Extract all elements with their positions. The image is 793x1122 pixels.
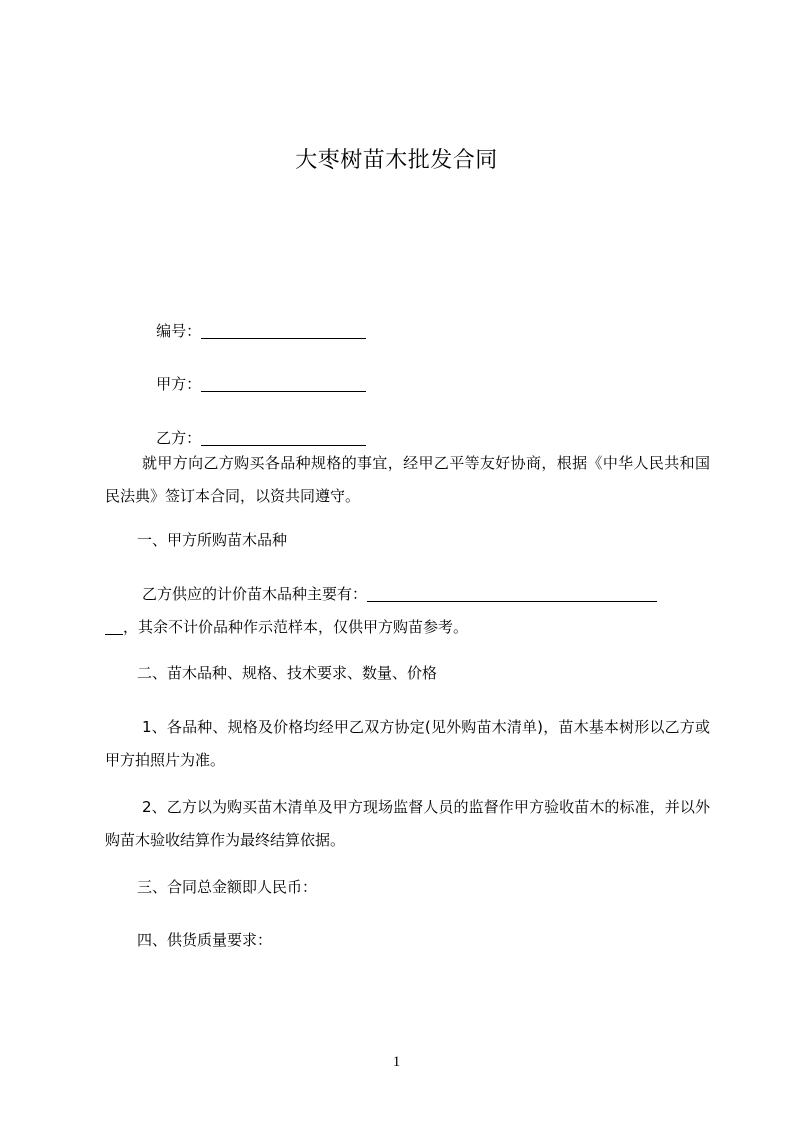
field-party-b-blank[interactable] <box>201 425 366 446</box>
section1-blank[interactable] <box>367 581 657 602</box>
document-title: 大枣树苗木批发合同 <box>295 148 498 173</box>
field-number-blank[interactable] <box>201 318 366 339</box>
section2-item2: 2、乙方以为购买苗木清单及甲方现场监督人员的监督作甲方验收苗木的标准，并以外购苗木验收结算作为最终结算依据。 <box>105 798 710 849</box>
section2-heading: 二、苗木品种、规格、技术要求、数量、价格 <box>137 664 438 682</box>
section4-heading: 四、供货质量要求： <box>137 931 273 949</box>
page-number: 1 <box>392 1054 401 1070</box>
section1-text-b: ，其余不计价品种作示范样本，仅供甲方购苗参考。 <box>123 618 469 636</box>
field-party-b-label: 乙方： <box>156 429 202 447</box>
section1-paragraph <box>105 578 710 644</box>
section3-heading: 三、合同总金额即人民币： <box>137 878 318 896</box>
intro-paragraph: 就甲方向乙方购买各品种规格的事宜，经甲乙平等友好协商，根据《中华人民共和国民法典》签订本合同，以资共同遵守。 <box>105 454 710 505</box>
section1-text-a: 乙方供应的计价苗木品种主要有： <box>142 585 368 603</box>
section2-item1: 1、各品种、规格及价格均经甲乙双方协定(见外购苗木清单)，苗木基本树形以乙方或甲方拍照片为准。 <box>105 718 710 769</box>
section1-blank-cont[interactable] <box>105 614 123 635</box>
field-number-label: 编号： <box>156 322 202 340</box>
section1-heading: 一、甲方所购苗木品种 <box>137 531 288 549</box>
field-party-a-blank[interactable] <box>201 371 366 392</box>
field-party-a-label: 甲方： <box>156 375 202 393</box>
